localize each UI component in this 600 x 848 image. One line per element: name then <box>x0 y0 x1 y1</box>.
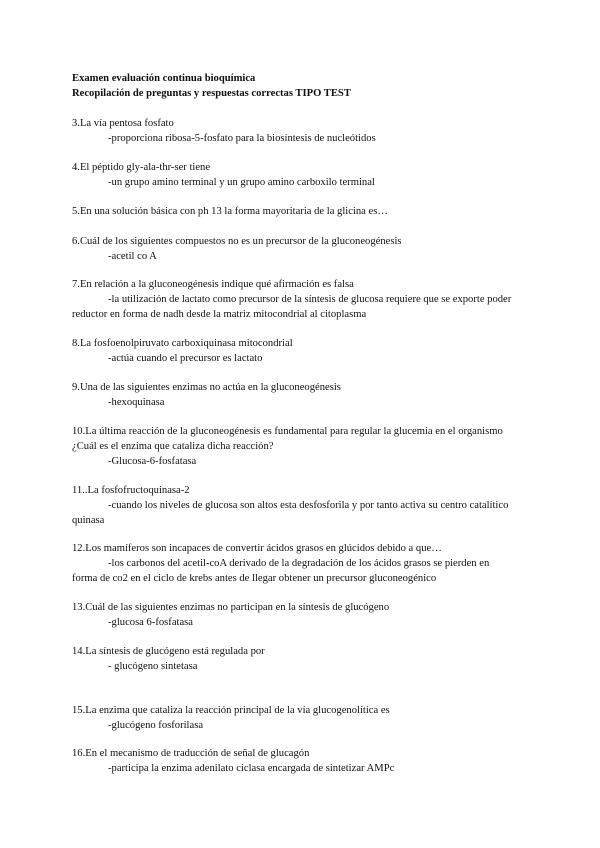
question-4: 4.El péptido gly-ala-thr-ser tiene <box>72 162 211 173</box>
answer-13: -glucosa 6-fosfatasa <box>108 617 194 628</box>
question-7: 7.En relación a la gluconeogénesis indique qué afirmación es falsa <box>72 279 354 290</box>
question-13: 13.Cuál de las siguientes enzimas no participan en la síntesis de glucógeno <box>72 602 390 613</box>
answer-4: -un grupo amino terminal y un grupo amino carboxilo terminal <box>108 177 375 188</box>
answer-9: -hexoquinasa <box>108 397 165 408</box>
answer-3: -proporciona ribosa-5-fosfato para la biosíntesis de nucleótidos <box>108 133 376 144</box>
question-10: 10.La última reacción de la gluconeogénesis es fundamental para regular la glucemia en el organismo ¿Cuál es el enzima que cataliza dicha reacción? <box>72 426 503 452</box>
answer-8: -actúa cuando el precursor es lactato <box>108 353 263 364</box>
answer-16: -participa la enzima adenilato ciclasa encargada de sintetizar AMPc <box>108 763 395 774</box>
question-16: 16.En el mecanismo de traducción de señal de glucagón <box>72 748 310 759</box>
question-8: 8.La fosfoenolpiruvato carboxiquinasa mitocondrial <box>72 338 293 349</box>
answer-11: -cuando los niveles de glucosa son altos esta desfosforila y por tanto activa su centro catalítico quinasa <box>72 500 509 526</box>
document-title: Examen evaluación continua bioquímica <box>72 73 256 84</box>
answer-10: -Glucosa-6-fosfatasa <box>108 456 197 467</box>
question-12: 12.Los mamíferos son incapaces de convertir ácidos grasos en glúcidos debido a que… <box>72 543 442 554</box>
question-9: 9.Una de las siguientes enzimas no actúa en la gluconeogénesis <box>72 382 341 393</box>
answer-14: - glucógeno sintetasa <box>108 661 198 672</box>
question-14: 14.La síntesis de glucógeno está regulada por <box>72 646 265 657</box>
question-6: 6.Cuál de los siguientes compuestos no es un precursor de la gluconeogénesis <box>72 236 402 247</box>
question-5: 5.En una solución básica con ph 13 la forma mayoritaria de la glicina es… <box>72 206 388 217</box>
answer-12: -los carbonos del acetil-coA derivado de la degradación de los ácidos grasos se pierden en forma de co2 en el ciclo de krebs antes de llegar obtener un precursor gluconeogénico <box>72 558 490 584</box>
question-11: 11..La fosfofructoquinasa-2 <box>72 485 190 496</box>
answer-15: -glucógeno fosforilasa <box>108 720 204 731</box>
document-subtitle: Recopilación de preguntas y respuestas correctas TIPO TEST <box>72 88 351 99</box>
answer-6: -acetil co A <box>108 251 157 262</box>
answer-7: -la utilización de lactato como precursor de la síntesis de glucosa requiere que se exporte poder reductor en forma de nadh desde la matriz mitocondrial al citoplasma <box>72 294 512 320</box>
question-3: 3.La vía pentosa fosfato <box>72 118 174 129</box>
question-15: 15.La enzima que cataliza la reacción principal de la vía glucogenolítica es <box>72 705 390 716</box>
